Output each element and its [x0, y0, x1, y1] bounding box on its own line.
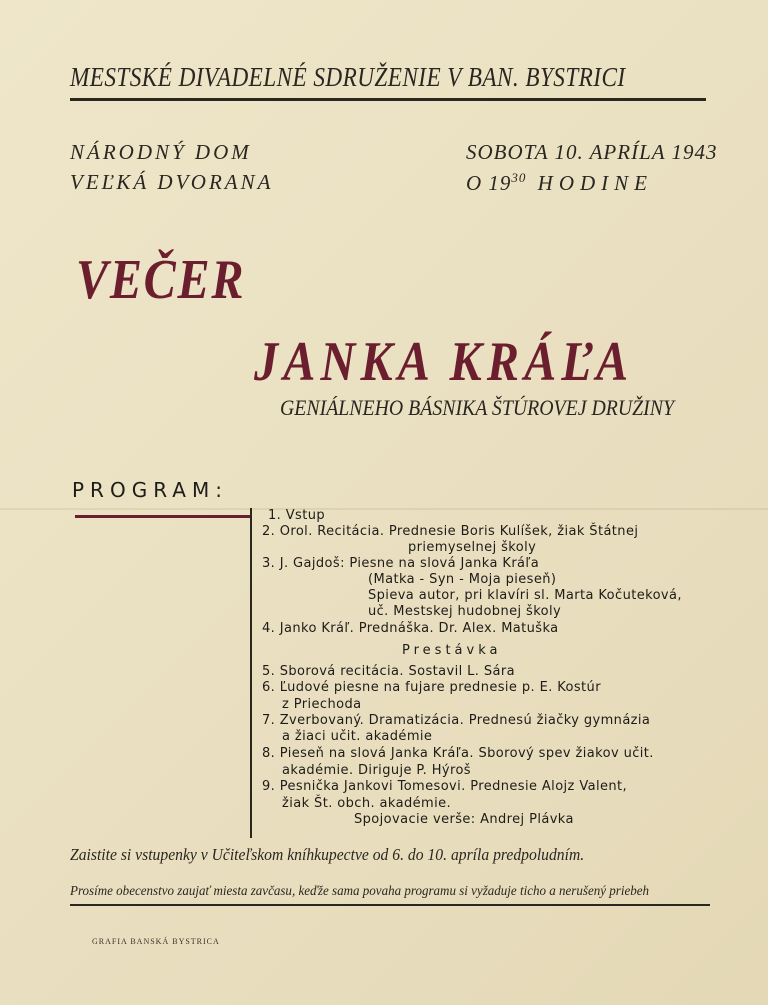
program-accent-rule [75, 515, 252, 518]
header-rule [70, 98, 706, 101]
event-time [466, 170, 653, 196]
organization-header: MESTSKÉ DIVADELNÉ SDRUŽENIE V BAN. BYSTRICI [70, 62, 626, 92]
program-line: (Matka - Syn - Moja pieseň) [368, 572, 557, 587]
program-line: 2. Orol. Recitácia. Prednesie Boris Kulíšek, žiak Štátnej [262, 524, 639, 539]
program-line: priemyselnej školy [408, 540, 537, 555]
program-line: 6. Ľudové piesne na fujare prednesie p. E. Kostúr [262, 680, 601, 695]
program-line: Spieva autor, pri klavíri sl. Marta Kočuteková, [368, 588, 682, 603]
program-heading: PROGRAM: [72, 478, 228, 502]
event-time-minutes: 30 [511, 170, 527, 185]
program-line: 8. Pieseň na slová Janka Kráľa. Sborový spev žiakov učit. [262, 746, 654, 761]
event-time-hour: O 19 [466, 171, 512, 195]
printer-imprint: GRAFIA BANSKÁ BYSTRICA [92, 937, 220, 946]
program-line: 4. Janko Kráľ. Prednáška. Dr. Alex. Matuška [262, 621, 559, 636]
program-intermission: Prestávka [402, 643, 502, 658]
venue-line-1: NÁRODNÝ DOM [70, 140, 252, 164]
program-line: 1. Vstup [268, 508, 325, 523]
program-line: 7. Zverbovaný. Dramatizácia. Prednesú žiačky gymnázia [262, 713, 651, 728]
program-line: 9. Pesnička Jankovi Tomesovi. Prednesie Alojz Valent, [262, 779, 628, 794]
venue-line-2: VEĽKÁ DVORANA [70, 170, 274, 194]
program-line: a žiaci učit. akadémie [282, 729, 433, 744]
program-line: z Priechoda [282, 697, 362, 712]
program-line: 3. J. Gajdoš: Piesne na slová Janka Kráľa [262, 556, 540, 571]
program-line: akadémie. Diriguje P. Hýroš [282, 763, 471, 778]
title-janka-krala: JANKA KRÁĽA [254, 331, 634, 393]
program-line: Spojovacie verše: Andrej Plávka [354, 812, 574, 827]
tickets-note: Zaistite si vstupenky v Učiteľskom kníhkupectve od 6. do 10. apríla predpoludním. [70, 845, 585, 864]
event-time-suffix: HODINE [526, 171, 653, 195]
event-date: SOBOTA 10. APRÍLA 1943 [466, 140, 718, 164]
program-vertical-rule [250, 508, 252, 838]
title-subtitle: GENIÁLNEHO BÁSNIKA ŠTÚROVEJ DRUŽINY [280, 395, 674, 420]
title-vecer: VEČER [76, 249, 246, 311]
paper-fold-line [0, 508, 768, 510]
footer-rule [70, 904, 710, 906]
program-line: 5. Sborová recitácia. Sostavil L. Sára [262, 664, 515, 679]
program-line: uč. Mestskej hudobnej školy [368, 604, 562, 619]
audience-request: Prosíme obecenstvo zaujať miesta zavčasu, keďže sama povaha programu si vyžaduje ticho a nerušený priebeh [70, 884, 650, 899]
program-line: žiak Št. obch. akadémie. [282, 796, 452, 811]
